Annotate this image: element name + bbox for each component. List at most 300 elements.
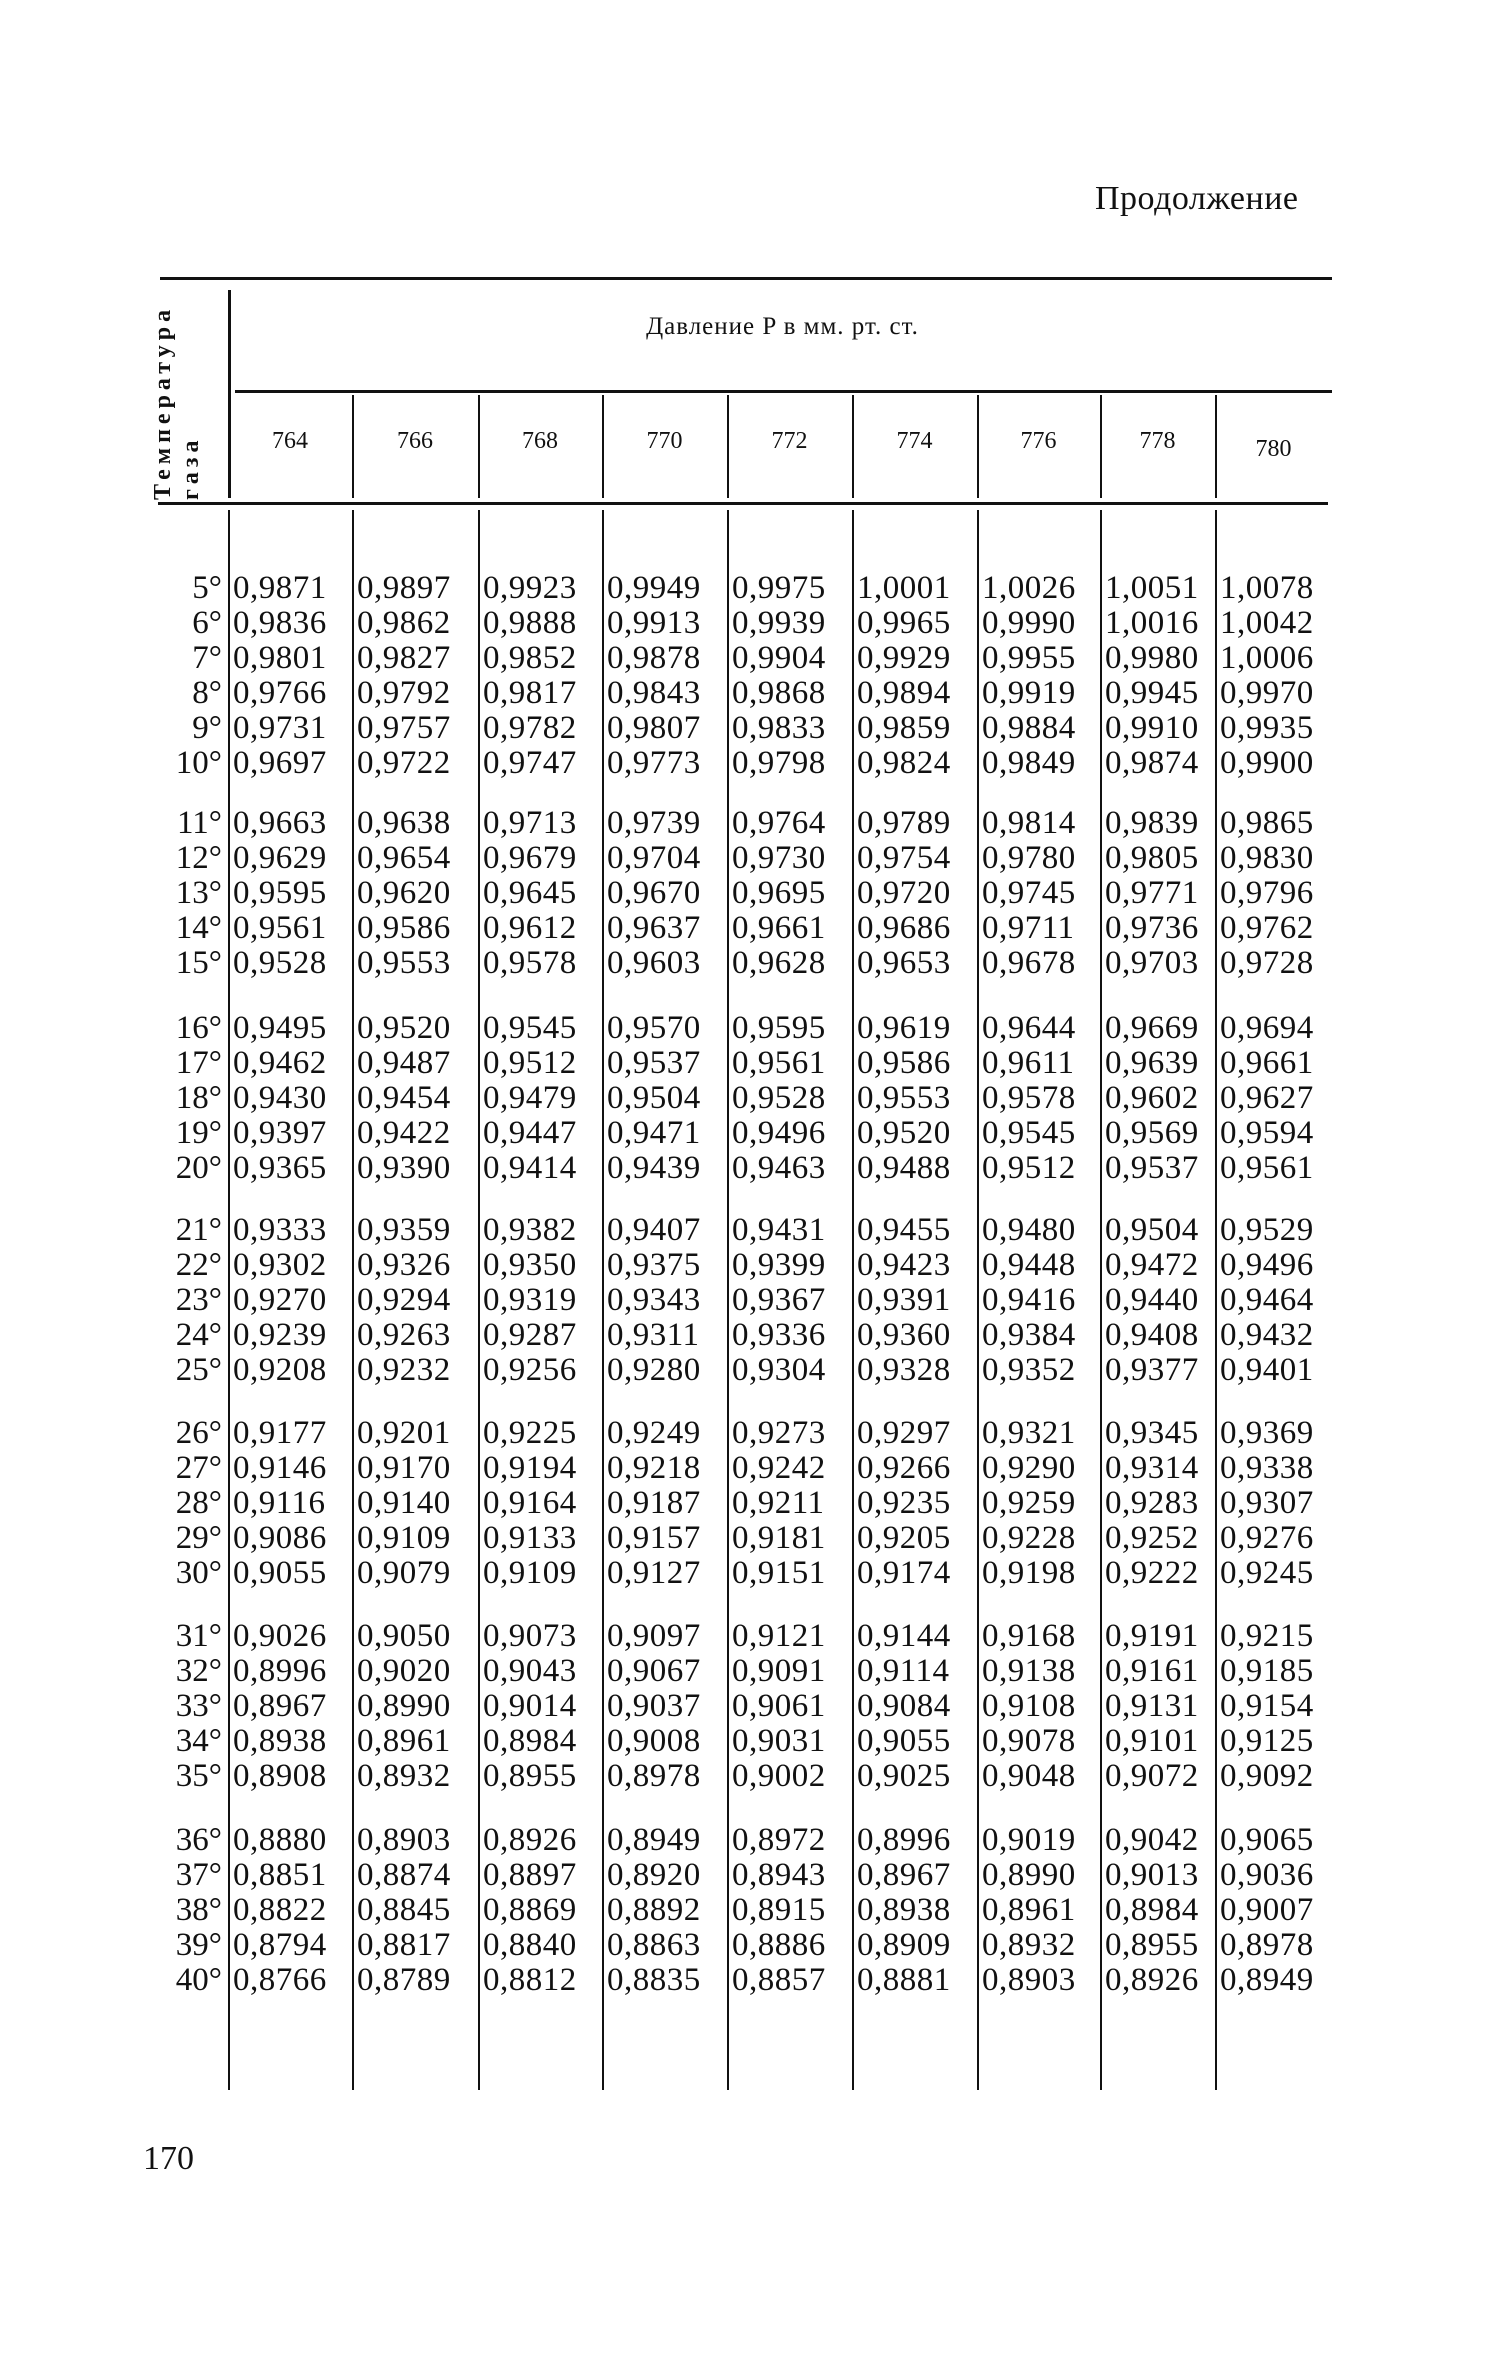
value-cell: 0,9728 — [1220, 945, 1314, 981]
value-cell: 0,9824 — [857, 745, 951, 781]
value-cell: 0,9739 — [607, 805, 701, 841]
value-cell: 0,9789 — [857, 805, 951, 841]
temperature-cell: 38° — [175, 1892, 222, 1928]
value-cell: 0,8972 — [732, 1822, 826, 1858]
column-divider — [1215, 510, 1217, 2090]
column-divider — [1215, 395, 1217, 498]
value-cell: 0,9703 — [1105, 945, 1199, 981]
value-cell: 0,9109 — [357, 1520, 451, 1556]
value-cell: 0,9762 — [1220, 910, 1314, 946]
value-cell: 0,9168 — [982, 1618, 1076, 1654]
value-cell: 0,9079 — [357, 1555, 451, 1591]
value-cell: 0,9874 — [1105, 745, 1199, 781]
temperature-cell: 5° — [192, 570, 222, 606]
value-cell: 0,8835 — [607, 1962, 701, 1998]
value-cell: 0,9205 — [857, 1520, 951, 1556]
value-cell: 1,0026 — [982, 570, 1076, 606]
value-cell: 0,9218 — [607, 1450, 701, 1486]
value-cell: 0,8881 — [857, 1962, 951, 1998]
value-cell: 0,9644 — [982, 1010, 1076, 1046]
value-cell: 0,9108 — [982, 1688, 1076, 1724]
column-divider — [228, 290, 231, 498]
value-cell: 0,9359 — [357, 1212, 451, 1248]
value-cell: 0,9827 — [357, 640, 451, 676]
value-cell: 0,9479 — [483, 1080, 577, 1116]
value-cell: 0,9620 — [357, 875, 451, 911]
header-bottom-rule — [158, 502, 1328, 505]
row-header-label — [150, 300, 210, 500]
value-cell: 0,9256 — [483, 1352, 577, 1388]
value-cell: 0,9399 — [732, 1247, 826, 1283]
value-cell: 0,9157 — [607, 1520, 701, 1556]
value-cell: 0,9345 — [1105, 1415, 1199, 1451]
value-cell: 0,9259 — [982, 1485, 1076, 1521]
value-cell: 0,9638 — [357, 805, 451, 841]
value-cell: 0,9745 — [982, 875, 1076, 911]
column-divider — [1100, 510, 1102, 2090]
value-cell: 0,9138 — [982, 1653, 1076, 1689]
value-cell: 0,9314 — [1105, 1450, 1199, 1486]
value-cell: 0,9561 — [732, 1045, 826, 1081]
value-cell: 0,9919 — [982, 675, 1076, 711]
value-cell: 0,9923 — [483, 570, 577, 606]
value-cell: 0,9375 — [607, 1247, 701, 1283]
value-cell: 0,9553 — [857, 1080, 951, 1116]
value-cell: 0,8915 — [732, 1892, 826, 1928]
value-cell: 0,8880 — [233, 1822, 327, 1858]
value-cell: 0,9101 — [1105, 1723, 1199, 1759]
value-cell: 0,9894 — [857, 675, 951, 711]
value-cell: 0,8926 — [1105, 1962, 1199, 1998]
value-cell: 0,9830 — [1220, 840, 1314, 876]
value-cell: 0,9496 — [1220, 1247, 1314, 1283]
value-cell: 0,9020 — [357, 1653, 451, 1689]
column-header: 780 — [1255, 436, 1292, 462]
temperature-cell: 16° — [175, 1010, 222, 1046]
value-cell: 0,9695 — [732, 875, 826, 911]
column-divider — [352, 395, 354, 498]
value-cell: 0,9360 — [857, 1317, 951, 1353]
value-cell: 0,8840 — [483, 1927, 577, 1963]
value-cell: 0,9669 — [1105, 1010, 1199, 1046]
value-cell: 0,9174 — [857, 1555, 951, 1591]
temperature-cell: 27° — [175, 1450, 222, 1486]
value-cell: 0,9061 — [732, 1688, 826, 1724]
value-cell: 0,9913 — [607, 605, 701, 641]
value-cell: 0,8886 — [732, 1927, 826, 1963]
column-divider — [352, 510, 354, 2090]
value-cell: 0,9408 — [1105, 1317, 1199, 1353]
temperature-cell: 22° — [175, 1247, 222, 1283]
temperature-cell: 8° — [192, 675, 222, 711]
value-cell: 0,9464 — [1220, 1282, 1314, 1318]
column-header: 764 — [272, 428, 308, 454]
value-cell: 0,9480 — [982, 1212, 1076, 1248]
value-cell: 0,9065 — [1220, 1822, 1314, 1858]
temperature-cell: 39° — [175, 1927, 222, 1963]
value-cell: 0,8845 — [357, 1892, 451, 1928]
value-cell: 0,9211 — [732, 1485, 825, 1521]
value-cell: 0,9397 — [233, 1115, 327, 1151]
value-cell: 0,9455 — [857, 1212, 951, 1248]
value-cell: 0,9561 — [1220, 1150, 1314, 1186]
temperature-cell: 26° — [175, 1415, 222, 1451]
value-cell: 0,8812 — [483, 1962, 577, 1998]
value-cell: 0,9730 — [732, 840, 826, 876]
value-cell: 0,9002 — [732, 1758, 826, 1794]
value-cell: 0,9935 — [1220, 710, 1314, 746]
value-cell: 0,8794 — [233, 1927, 327, 1963]
value-cell: 0,8978 — [607, 1758, 701, 1794]
value-cell: 0,9185 — [1220, 1653, 1314, 1689]
value-cell: 0,9757 — [357, 710, 451, 746]
value-cell: 0,9639 — [1105, 1045, 1199, 1081]
value-cell: 0,9109 — [483, 1555, 577, 1591]
value-cell: 0,9694 — [1220, 1010, 1314, 1046]
temperature-cell: 7° — [192, 640, 222, 676]
value-cell: 0,9528 — [233, 945, 327, 981]
value-cell: 0,9008 — [607, 1723, 701, 1759]
value-cell: 0,8996 — [857, 1822, 951, 1858]
value-cell: 0,9321 — [982, 1415, 1076, 1451]
value-cell: 0,9319 — [483, 1282, 577, 1318]
value-cell: 0,9839 — [1105, 805, 1199, 841]
value-cell: 0,9868 — [732, 675, 826, 711]
value-cell: 0,8857 — [732, 1962, 826, 1998]
value-cell: 0,9619 — [857, 1010, 951, 1046]
temperature-cell: 24° — [175, 1317, 222, 1353]
value-cell: 0,9161 — [1105, 1653, 1199, 1689]
column-divider — [228, 510, 230, 2090]
value-cell: 0,9570 — [607, 1010, 701, 1046]
value-cell: 0,9965 — [857, 605, 951, 641]
value-cell: 0,9578 — [982, 1080, 1076, 1116]
value-cell: 0,9764 — [732, 805, 826, 841]
value-cell: 0,8789 — [357, 1962, 451, 1998]
value-cell: 0,9232 — [357, 1352, 451, 1388]
column-header: 766 — [397, 428, 433, 454]
value-cell: 0,8920 — [607, 1857, 701, 1893]
continuation-label: Продолжение — [1095, 180, 1299, 217]
value-cell: 0,9091 — [732, 1653, 826, 1689]
temperature-cell: 11° — [177, 805, 222, 841]
column-header: 774 — [896, 428, 933, 454]
value-cell: 0,9283 — [1105, 1485, 1199, 1521]
value-cell: 0,9545 — [483, 1010, 577, 1046]
header-sub-rule — [235, 390, 1332, 393]
value-cell: 0,9561 — [233, 910, 327, 946]
value-cell: 0,9440 — [1105, 1282, 1199, 1318]
value-cell: 0,9720 — [857, 875, 951, 911]
value-cell: 0,8903 — [357, 1822, 451, 1858]
value-cell: 0,9336 — [732, 1317, 826, 1353]
value-cell: 0,9447 — [483, 1115, 577, 1151]
value-cell: 0,9073 — [483, 1618, 577, 1654]
value-cell: 0,9849 — [982, 745, 1076, 781]
temperature-cell: 17° — [175, 1045, 222, 1081]
value-cell: 0,9416 — [982, 1282, 1076, 1318]
value-cell: 0,9862 — [357, 605, 451, 641]
value-cell: 0,8984 — [483, 1723, 577, 1759]
value-cell: 0,9627 — [1220, 1080, 1314, 1116]
value-cell: 0,9713 — [483, 805, 577, 841]
value-cell: 0,9520 — [357, 1010, 451, 1046]
temperature-cell: 28° — [175, 1485, 222, 1521]
temperature-cell: 23° — [175, 1282, 222, 1318]
value-cell: 0,9384 — [982, 1317, 1076, 1353]
value-cell: 0,9792 — [357, 675, 451, 711]
value-cell: 0,8766 — [233, 1962, 327, 1998]
temperature-cell: 9° — [192, 710, 222, 746]
value-cell: 0,9144 — [857, 1618, 951, 1654]
value-cell: 0,9235 — [857, 1485, 951, 1521]
value-cell: 0,9939 — [732, 605, 826, 641]
value-cell: 0,9843 — [607, 675, 701, 711]
value-cell: 0,9670 — [607, 875, 701, 911]
value-cell: 0,8984 — [1105, 1892, 1199, 1928]
value-cell: 0,9487 — [357, 1045, 451, 1081]
value-cell: 0,9146 — [233, 1450, 327, 1486]
value-cell: 0,9025 — [857, 1758, 951, 1794]
value-cell: 0,9377 — [1105, 1352, 1199, 1388]
value-cell: 0,9121 — [732, 1618, 826, 1654]
value-cell: 0,9407 — [607, 1212, 701, 1248]
value-cell: 0,9191 — [1105, 1618, 1199, 1654]
value-cell: 0,9910 — [1105, 710, 1199, 746]
value-cell: 0,9529 — [1220, 1212, 1314, 1248]
value-cell: 0,9382 — [483, 1212, 577, 1248]
value-cell: 0,9369 — [1220, 1415, 1314, 1451]
value-cell: 0,9766 — [233, 675, 327, 711]
value-cell: 0,9036 — [1220, 1857, 1314, 1893]
value-cell: 0,9026 — [233, 1618, 327, 1654]
value-cell: 0,8978 — [1220, 1927, 1314, 1963]
value-cell: 0,9086 — [233, 1520, 327, 1556]
value-cell: 0,9645 — [483, 875, 577, 911]
value-cell: 0,9859 — [857, 710, 951, 746]
temperature-cell: 37° — [175, 1857, 222, 1893]
value-cell: 0,9504 — [607, 1080, 701, 1116]
value-cell: 0,9116 — [233, 1485, 326, 1521]
value-cell: 0,8863 — [607, 1927, 701, 1963]
column-divider — [977, 395, 979, 498]
temperature-cell: 19° — [175, 1115, 222, 1151]
value-cell: 0,9801 — [233, 640, 327, 676]
value-cell: 0,9431 — [732, 1212, 826, 1248]
value-cell: 0,9072 — [1105, 1758, 1199, 1794]
value-cell: 0,9586 — [857, 1045, 951, 1081]
column-divider — [977, 510, 979, 2090]
value-cell: 0,9151 — [732, 1555, 826, 1591]
value-cell: 0,9252 — [1105, 1520, 1199, 1556]
row-header-label-line2: газа — [178, 435, 204, 500]
value-cell: 0,9697 — [233, 745, 327, 781]
value-cell: 0,9945 — [1105, 675, 1199, 711]
column-group-label: Давление P в мм. рт. ст. — [646, 313, 919, 340]
value-cell: 0,9865 — [1220, 805, 1314, 841]
temperature-cell: 33° — [175, 1688, 222, 1724]
temperature-cell: 36° — [175, 1822, 222, 1858]
column-divider — [602, 395, 604, 498]
value-cell: 0,8869 — [483, 1892, 577, 1928]
value-cell: 0,9602 — [1105, 1080, 1199, 1116]
temperature-cell: 10° — [175, 745, 222, 781]
value-cell: 0,9273 — [732, 1415, 826, 1451]
value-cell: 0,9430 — [233, 1080, 327, 1116]
value-cell: 0,9805 — [1105, 840, 1199, 876]
value-cell: 0,9423 — [857, 1247, 951, 1283]
temperature-cell: 6° — [192, 605, 222, 641]
value-cell: 1,0042 — [1220, 605, 1314, 641]
value-cell: 0,9439 — [607, 1150, 701, 1186]
value-cell: 0,9245 — [1220, 1555, 1314, 1591]
column-divider — [852, 395, 854, 498]
value-cell: 0,9654 — [357, 840, 451, 876]
value-cell: 0,9454 — [357, 1080, 451, 1116]
table-top-rule — [160, 277, 1332, 280]
column-header: 776 — [1020, 428, 1057, 454]
value-cell: 0,8990 — [982, 1857, 1076, 1893]
value-cell: 0,9187 — [607, 1485, 701, 1521]
value-cell: 0,9177 — [233, 1415, 327, 1451]
value-cell: 0,9637 — [607, 910, 701, 946]
value-cell: 0,9704 — [607, 840, 701, 876]
value-cell: 0,9084 — [857, 1688, 951, 1724]
value-cell: 0,9471 — [607, 1115, 701, 1151]
value-cell: 0,9328 — [857, 1352, 951, 1388]
value-cell: 0,8955 — [483, 1758, 577, 1794]
value-cell: 0,9782 — [483, 710, 577, 746]
value-cell: 0,8967 — [233, 1688, 327, 1724]
value-cell: 0,9097 — [607, 1618, 701, 1654]
value-cell: 0,9048 — [982, 1758, 1076, 1794]
value-cell: 0,9307 — [1220, 1485, 1314, 1521]
value-cell: 0,9686 — [857, 910, 951, 946]
value-cell: 0,9496 — [732, 1115, 826, 1151]
value-cell: 0,9814 — [982, 805, 1076, 841]
value-cell: 0,9013 — [1105, 1857, 1199, 1893]
value-cell: 0,9773 — [607, 745, 701, 781]
value-cell: 0,8897 — [483, 1857, 577, 1893]
value-cell: 0,8932 — [357, 1758, 451, 1794]
value-cell: 0,9488 — [857, 1150, 951, 1186]
value-cell: 0,8908 — [233, 1758, 327, 1794]
value-cell: 0,9495 — [233, 1010, 327, 1046]
value-cell: 0,8938 — [233, 1723, 327, 1759]
value-cell: 0,9198 — [982, 1555, 1076, 1591]
value-cell: 0,9367 — [732, 1282, 826, 1318]
value-cell: 0,8967 — [857, 1857, 951, 1893]
value-cell: 0,9249 — [607, 1415, 701, 1451]
value-cell: 0,9019 — [982, 1822, 1076, 1858]
value-cell: 0,9796 — [1220, 875, 1314, 911]
value-cell: 0,9391 — [857, 1282, 951, 1318]
value-cell: 0,9181 — [732, 1520, 826, 1556]
value-cell: 0,9140 — [357, 1485, 451, 1521]
value-cell: 1,0001 — [857, 570, 951, 606]
value-cell: 0,8938 — [857, 1892, 951, 1928]
temperature-cell: 40° — [175, 1962, 222, 1998]
value-cell: 0,9290 — [982, 1450, 1076, 1486]
value-cell: 0,9333 — [233, 1212, 327, 1248]
value-cell: 0,9422 — [357, 1115, 451, 1151]
value-cell: 0,9520 — [857, 1115, 951, 1151]
value-cell: 0,9955 — [982, 640, 1076, 676]
value-cell: 0,9545 — [982, 1115, 1076, 1151]
value-cell: 0,9007 — [1220, 1892, 1314, 1928]
value-cell: 0,8822 — [233, 1892, 327, 1928]
value-cell: 0,9263 — [357, 1317, 451, 1353]
value-cell: 0,9595 — [233, 875, 327, 911]
value-cell: 0,9338 — [1220, 1450, 1314, 1486]
value-cell: 0,9414 — [483, 1150, 577, 1186]
value-cell: 0,9050 — [357, 1618, 451, 1654]
value-cell: 0,9929 — [857, 640, 951, 676]
value-cell: 0,9595 — [732, 1010, 826, 1046]
value-cell: 0,8932 — [982, 1927, 1076, 1963]
value-cell: 0,9603 — [607, 945, 701, 981]
value-cell: 0,9131 — [1105, 1688, 1199, 1724]
temperature-cell: 14° — [175, 910, 222, 946]
value-cell: 0,9164 — [483, 1485, 577, 1521]
value-cell: 0,9897 — [357, 570, 451, 606]
value-cell: 0,9679 — [483, 840, 577, 876]
value-cell: 0,9154 — [1220, 1688, 1314, 1724]
value-cell: 0,9512 — [483, 1045, 577, 1081]
value-cell: 0,9225 — [483, 1415, 577, 1451]
column-divider — [727, 395, 729, 498]
value-cell: 0,9078 — [982, 1723, 1076, 1759]
value-cell: 0,9092 — [1220, 1758, 1314, 1794]
value-cell: 0,9304 — [732, 1352, 826, 1388]
value-cell: 0,9294 — [357, 1282, 451, 1318]
value-cell: 0,9990 — [982, 605, 1076, 641]
temperature-cell: 12° — [175, 840, 222, 876]
column-divider — [727, 510, 729, 2090]
value-cell: 0,9125 — [1220, 1723, 1314, 1759]
value-cell: 0,9888 — [483, 605, 577, 641]
value-cell: 0,9798 — [732, 745, 826, 781]
value-cell: 0,8903 — [982, 1962, 1076, 1998]
value-cell: 0,9871 — [233, 570, 327, 606]
value-cell: 0,9970 — [1220, 675, 1314, 711]
value-cell: 0,9326 — [357, 1247, 451, 1283]
column-header: 770 — [646, 428, 683, 454]
value-cell: 0,9836 — [233, 605, 327, 641]
value-cell: 0,9722 — [357, 745, 451, 781]
value-cell: 0,9663 — [233, 805, 327, 841]
value-cell: 0,8996 — [233, 1653, 327, 1689]
value-cell: 0,8990 — [357, 1688, 451, 1724]
value-cell: 0,8851 — [233, 1857, 327, 1893]
value-cell: 1,0016 — [1105, 605, 1199, 641]
value-cell: 0,9731 — [233, 710, 327, 746]
value-cell: 0,8961 — [982, 1892, 1076, 1928]
temperature-cell: 25° — [175, 1352, 222, 1388]
value-cell: 0,9432 — [1220, 1317, 1314, 1353]
value-cell: 1,0006 — [1220, 640, 1314, 676]
value-cell: 0,8949 — [607, 1822, 701, 1858]
column-header: 772 — [771, 428, 808, 454]
value-cell: 0,9678 — [982, 945, 1076, 981]
value-cell: 0,9780 — [982, 840, 1076, 876]
value-cell: 0,9949 — [607, 570, 701, 606]
value-cell: 0,9512 — [982, 1150, 1076, 1186]
temperature-cell: 20° — [175, 1150, 222, 1186]
value-cell: 0,9504 — [1105, 1212, 1199, 1248]
value-cell: 0,9629 — [233, 840, 327, 876]
temperature-cell: 34° — [175, 1723, 222, 1759]
